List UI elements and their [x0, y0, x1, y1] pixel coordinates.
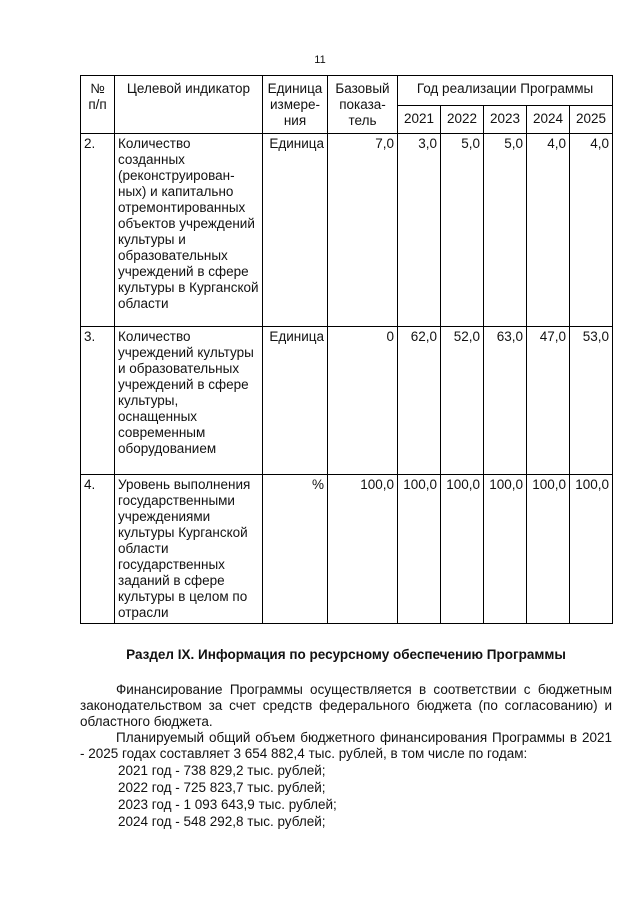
year-value-cell: 62,0	[398, 327, 441, 475]
budget-paragraph	[80, 730, 612, 762]
year-value-cell: 100,0	[441, 475, 484, 624]
section-title: Раздел IX. Информация по ресурсному обеспечению Программы	[126, 647, 566, 662]
col-header-year: 2022	[441, 106, 484, 134]
year-value-cell: 4,0	[570, 134, 613, 327]
table-row	[81, 134, 613, 327]
year-amount-line: 2024 год - 548 292,8 тыс. рублей;	[118, 814, 326, 829]
base-value-cell: 0	[328, 327, 398, 475]
table-row	[81, 327, 613, 475]
paragraph-text: Финансирование Программы осуществляется в соответствии с бюджетным законодательством за счет средств федерального бюджета (по согласованию) и областного бюджета.	[80, 682, 612, 729]
table-header-row	[81, 76, 613, 106]
base-value-cell: 100,0	[328, 475, 398, 624]
target-indicators-table	[80, 75, 613, 624]
year-value-cell: 3,0	[398, 134, 441, 327]
indicator-name: Уровень выполнения государственными учреждениями культуры Курганской области государственных заданий в сфере культуры в целом по отрасли	[115, 475, 263, 624]
year-value-cell: 100,0	[527, 475, 570, 624]
financing-paragraph	[80, 682, 612, 730]
paragraph-text: Планируемый общий объем бюджетного финансирования Программы в 2021 - 2025 годах составляет 3 654 882,4 тыс. рублей, в том числе по годам:	[80, 730, 612, 761]
row-number: 4.	[81, 475, 115, 624]
col-header-unit: Единица измере-ния	[263, 76, 328, 134]
year-amount-line: 2021 год - 738 829,2 тыс. рублей;	[118, 763, 326, 778]
year-value-cell: 52,0	[441, 327, 484, 475]
year-value-cell: 47,0	[527, 327, 570, 475]
year-value-cell: 100,0	[398, 475, 441, 624]
unit-cell: Единица	[263, 327, 328, 475]
col-header-indicator: Целевой индикатор	[115, 76, 263, 134]
unit-cell: %	[263, 475, 328, 624]
col-header-no: № п/п	[81, 76, 115, 134]
year-value-cell: 63,0	[484, 327, 527, 475]
year-value-cell: 100,0	[484, 475, 527, 624]
indicator-name: Количество созданных (реконструирован-ных) и капитально отремонтированных объектов учреждений культуры и образовательных учреждений в сфере культуры в Курганской области	[115, 134, 263, 327]
col-header-years-group: Год реализации Программы	[398, 76, 613, 106]
indicator-name: Количество учреждений культуры и образовательных учреждений в сфере культуры, оснащенных современным оборудованием	[115, 327, 263, 475]
year-value-cell: 5,0	[441, 134, 484, 327]
col-header-year: 2023	[484, 106, 527, 134]
row-number: 2.	[81, 134, 115, 327]
page-number: 11	[314, 54, 326, 66]
year-value-cell: 100,0	[570, 475, 613, 624]
row-number: 3.	[81, 327, 115, 475]
yearly-amounts-list	[118, 762, 337, 830]
col-header-base: Базовый показа-тель	[328, 76, 398, 134]
base-value-cell: 7,0	[328, 134, 398, 327]
unit-cell: Единица	[263, 134, 328, 327]
year-value-cell: 4,0	[527, 134, 570, 327]
year-value-cell: 5,0	[484, 134, 527, 327]
table-row	[81, 475, 613, 624]
year-amount-line: 2022 год - 725 823,7 тыс. рублей;	[118, 780, 326, 795]
col-header-year: 2024	[527, 106, 570, 134]
col-header-year: 2021	[398, 106, 441, 134]
year-amount-line: 2023 год - 1 093 643,9 тыс. рублей;	[118, 797, 337, 812]
col-header-year: 2025	[570, 106, 613, 134]
year-value-cell: 53,0	[570, 327, 613, 475]
